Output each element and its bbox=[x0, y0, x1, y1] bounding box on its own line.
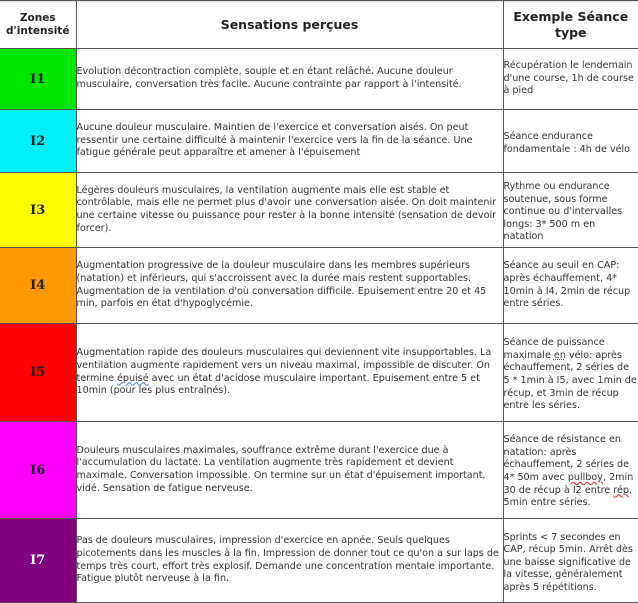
zone-i4 bbox=[0, 248, 76, 324]
sensations-i5-text-a: Augmentation rapide des douleurs musculaires qui deviennent vite insupportables. La ventilation augmente rapidement vers un niveau maximal, impossible de discuter. On termine bbox=[76, 347, 492, 384]
grammar-flag-epuise: épuisé bbox=[116, 372, 149, 384]
table-row-i1 bbox=[0, 49, 638, 110]
sensations-i6: Douleurs musculaires maximales, souffrance extrême durant l'exercice due à l'accumulation du lactate. La ventilation augmente très rapidement et devient maximale. Conversation impossible. On termine sur un état d'épuisement important, vidé. Sensation de fatigue nerveuse. bbox=[76, 422, 503, 519]
example-i4: Séance au seuil en CAP: après échauffement, 4* 10min à I4, 2min de récup entre séries. bbox=[503, 248, 638, 324]
header-example bbox=[503, 1, 638, 49]
header-example-label: Exemple Séance type bbox=[513, 8, 629, 40]
header-zones bbox=[0, 1, 76, 49]
zone-i2-label: I2 bbox=[30, 133, 46, 149]
example-i6-text-a: Séance de résistance en natation: après échauffement, 2 séries de 4* 50m avec bbox=[503, 434, 630, 483]
table-row-i5 bbox=[0, 324, 638, 422]
spelling-flag-pullboy: pullboy bbox=[567, 472, 603, 483]
spelling-flag-rep: rép bbox=[613, 484, 630, 496]
zone-i3 bbox=[0, 173, 76, 248]
zone-i1 bbox=[0, 49, 76, 110]
table-row-i6 bbox=[0, 422, 638, 519]
zone-i6-label: I6 bbox=[30, 462, 46, 478]
header-row bbox=[0, 1, 638, 49]
sensations-i5 bbox=[76, 324, 503, 422]
example-i1: Récupération le lendemain d'une course, 1h de course à pied bbox=[503, 49, 638, 110]
zone-i1-label: I1 bbox=[30, 71, 46, 87]
zone-i5 bbox=[0, 324, 76, 422]
zone-i7 bbox=[0, 519, 76, 603]
example-i5-text-a: Séance de puissance maximale bbox=[503, 337, 605, 361]
example-i5 bbox=[503, 324, 638, 422]
sensations-i1: Evolution décontraction complète, souple et en étant relâché. Aucune douleur musculaire, conversation très facile. Aucune contrainte par rapport à l'intensité. bbox=[76, 49, 503, 110]
sensations-i5-text-b: avec un état d'acidose musculaire important. Epuisement entre 5 et 10min (pour les plus entraînés). bbox=[76, 372, 480, 397]
example-i6-text-c: , 5min entre séries. bbox=[503, 484, 633, 509]
sensations-i3: Légères douleurs musculaires, la ventilation augmente mais elle est stable et contrôlable, mais elle ne permet plus d'avoir une conversation aisée. On doit maintenir une certaine vitesse ou puissance pour rester à la bonne intensité (sensation de devoir forcer). bbox=[76, 173, 503, 248]
header-sensations bbox=[76, 1, 503, 49]
table-row-i2 bbox=[0, 110, 638, 173]
sensations-i4: Augmentation progressive de la douleur musculaire dans les membres supérieurs (natation) et inférieurs, qui s'accroissent avec la durée mais restent supportables. Augmentation de la ventilation d'où conversation difficile. Epuisement entre 20 et 45 min, parfois en état d'hypoglycémie. bbox=[76, 248, 503, 324]
sensations-i7: Pas de douleurs musculaires, impression d'exercice en apnée. Seuls quelques picotements dans les muscles à la fin. Impression de donner tout ce qu'on a sur laps de temps très court, effort très explosif. Demande une concentration mentale importante. Fatigue plutôt nerveuse à la fin. bbox=[76, 519, 503, 603]
example-i6 bbox=[503, 422, 638, 519]
grammar-flag-en: en bbox=[553, 349, 566, 361]
table-row-i7 bbox=[0, 519, 638, 603]
sensations-i2: Aucune douleur musculaire. Maintien de l'exercice et conversation aisés. On peut ressentir une certaine difficulté à maintenir l'exercice vers la fin de la séance. Une fatigue générale peut apparaître et amener à l'épuisement bbox=[76, 110, 503, 173]
example-i6-text-b: , 2min 30 de récup à I2 entre bbox=[503, 472, 634, 496]
table-row-i4 bbox=[0, 248, 638, 324]
header-zones-label: Zones d'intensité bbox=[6, 11, 70, 37]
zone-i5-label: I5 bbox=[30, 365, 46, 380]
zone-i3-label: I3 bbox=[30, 202, 46, 218]
header-sensations-label: Sensations perçues bbox=[220, 17, 359, 32]
zone-i6 bbox=[0, 422, 76, 519]
zone-i2 bbox=[0, 110, 76, 173]
example-i3: Rythme ou endurance soutenue, sous forme continue ou d'intervalles longs: 3* 500 m en natation bbox=[503, 173, 638, 248]
zone-i7-label: I7 bbox=[30, 553, 46, 568]
example-i7: Sprints < 7 secondes en CAP, récup 5min. Arrêt dès une baisse significative de la vitesse, généralement après 5 répétitions. bbox=[503, 519, 638, 603]
table-row-i3 bbox=[0, 173, 638, 248]
example-i2: Séance endurance fondamentale : 4h de vélo bbox=[503, 110, 638, 173]
example-i5-text-b: vélo: après échauffement, 2 séries de 5 * 1min à I5, avec 1min de récup, et 3min de récup entre les séries. bbox=[503, 349, 637, 412]
zone-i4-label: I4 bbox=[30, 278, 46, 293]
